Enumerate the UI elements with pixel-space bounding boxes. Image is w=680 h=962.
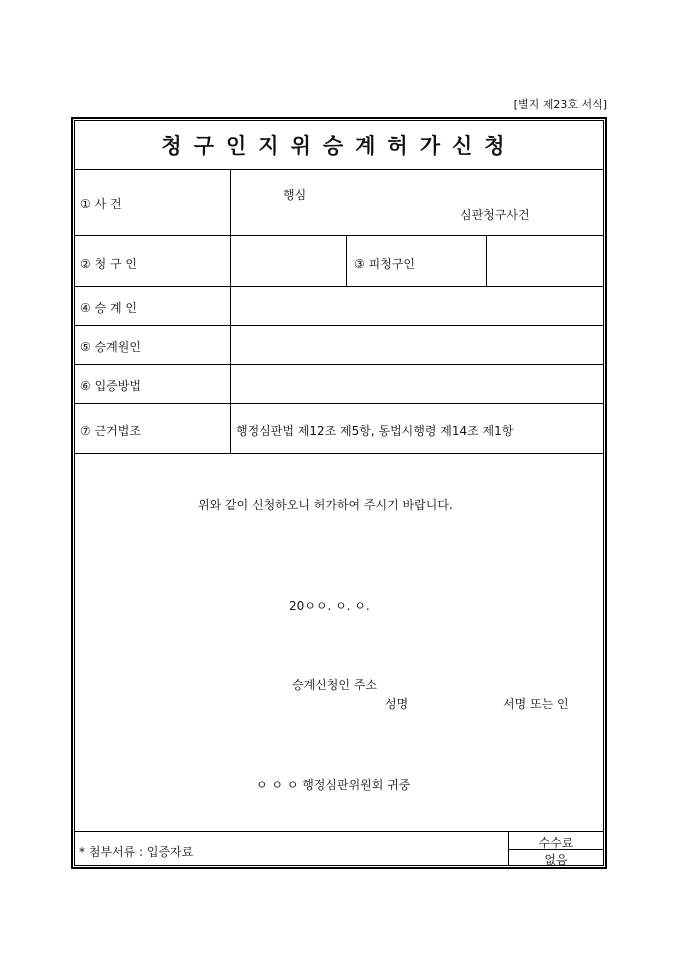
respondent-label: ③ 피청구인 <box>354 257 415 271</box>
divider <box>75 169 603 170</box>
case-suffix[interactable]: 심판청구사건 <box>460 208 530 222</box>
divider <box>75 286 603 287</box>
fee-value: 없음 <box>544 853 568 867</box>
claimant-divider <box>346 236 347 286</box>
successor-field[interactable] <box>233 290 599 322</box>
divider <box>75 831 603 832</box>
request-statement: 위와 같이 신청하오니 허가하여 주시기 바랍니다. <box>198 498 453 512</box>
law-value: 행정심판법 제12조 제5항, 동법시행령 제14조 제1항 <box>236 424 514 438</box>
cause-label: ⑤ 승계원인 <box>80 340 141 354</box>
claimant-label: ② 청 구 인 <box>80 257 137 271</box>
law-label: ⑦ 근거법조 <box>80 424 141 438</box>
signature-label: 서명 또는 인 <box>503 697 569 711</box>
divider <box>75 235 603 236</box>
fee-label: 수수료 <box>538 836 574 850</box>
case-label: ① 사 건 <box>80 197 122 211</box>
divider <box>75 453 603 454</box>
divider <box>75 364 603 365</box>
date-field[interactable]: 20ㅇㅇ. ㅇ. ㅇ. <box>289 599 370 613</box>
label-column-divider <box>230 170 231 453</box>
respondent-divider <box>486 236 487 286</box>
divider <box>75 403 603 404</box>
form-inner-border <box>74 120 604 866</box>
attachments-note: * 첨부서류 : 입증자료 <box>79 845 194 859</box>
applicant-address-label: 승계신청인 주소 <box>292 678 377 692</box>
proof-field[interactable] <box>233 368 599 400</box>
cause-field[interactable] <box>233 329 599 361</box>
case-prefix[interactable]: 행심 <box>283 188 307 202</box>
respondent-field[interactable] <box>489 240 599 282</box>
form-reference: [별지 제23호 서식] <box>513 98 607 111</box>
successor-label: ④ 승 계 인 <box>80 301 137 315</box>
claimant-field[interactable] <box>233 240 343 282</box>
proof-label: ⑥ 입증방법 <box>80 379 141 393</box>
divider <box>75 325 603 326</box>
addressee: ㅇ ㅇ ㅇ 행정심판위원회 귀중 <box>256 778 411 792</box>
applicant-name-label: 성명 <box>385 697 409 711</box>
form-title: 청구인지위승계허가신청 <box>161 133 517 158</box>
